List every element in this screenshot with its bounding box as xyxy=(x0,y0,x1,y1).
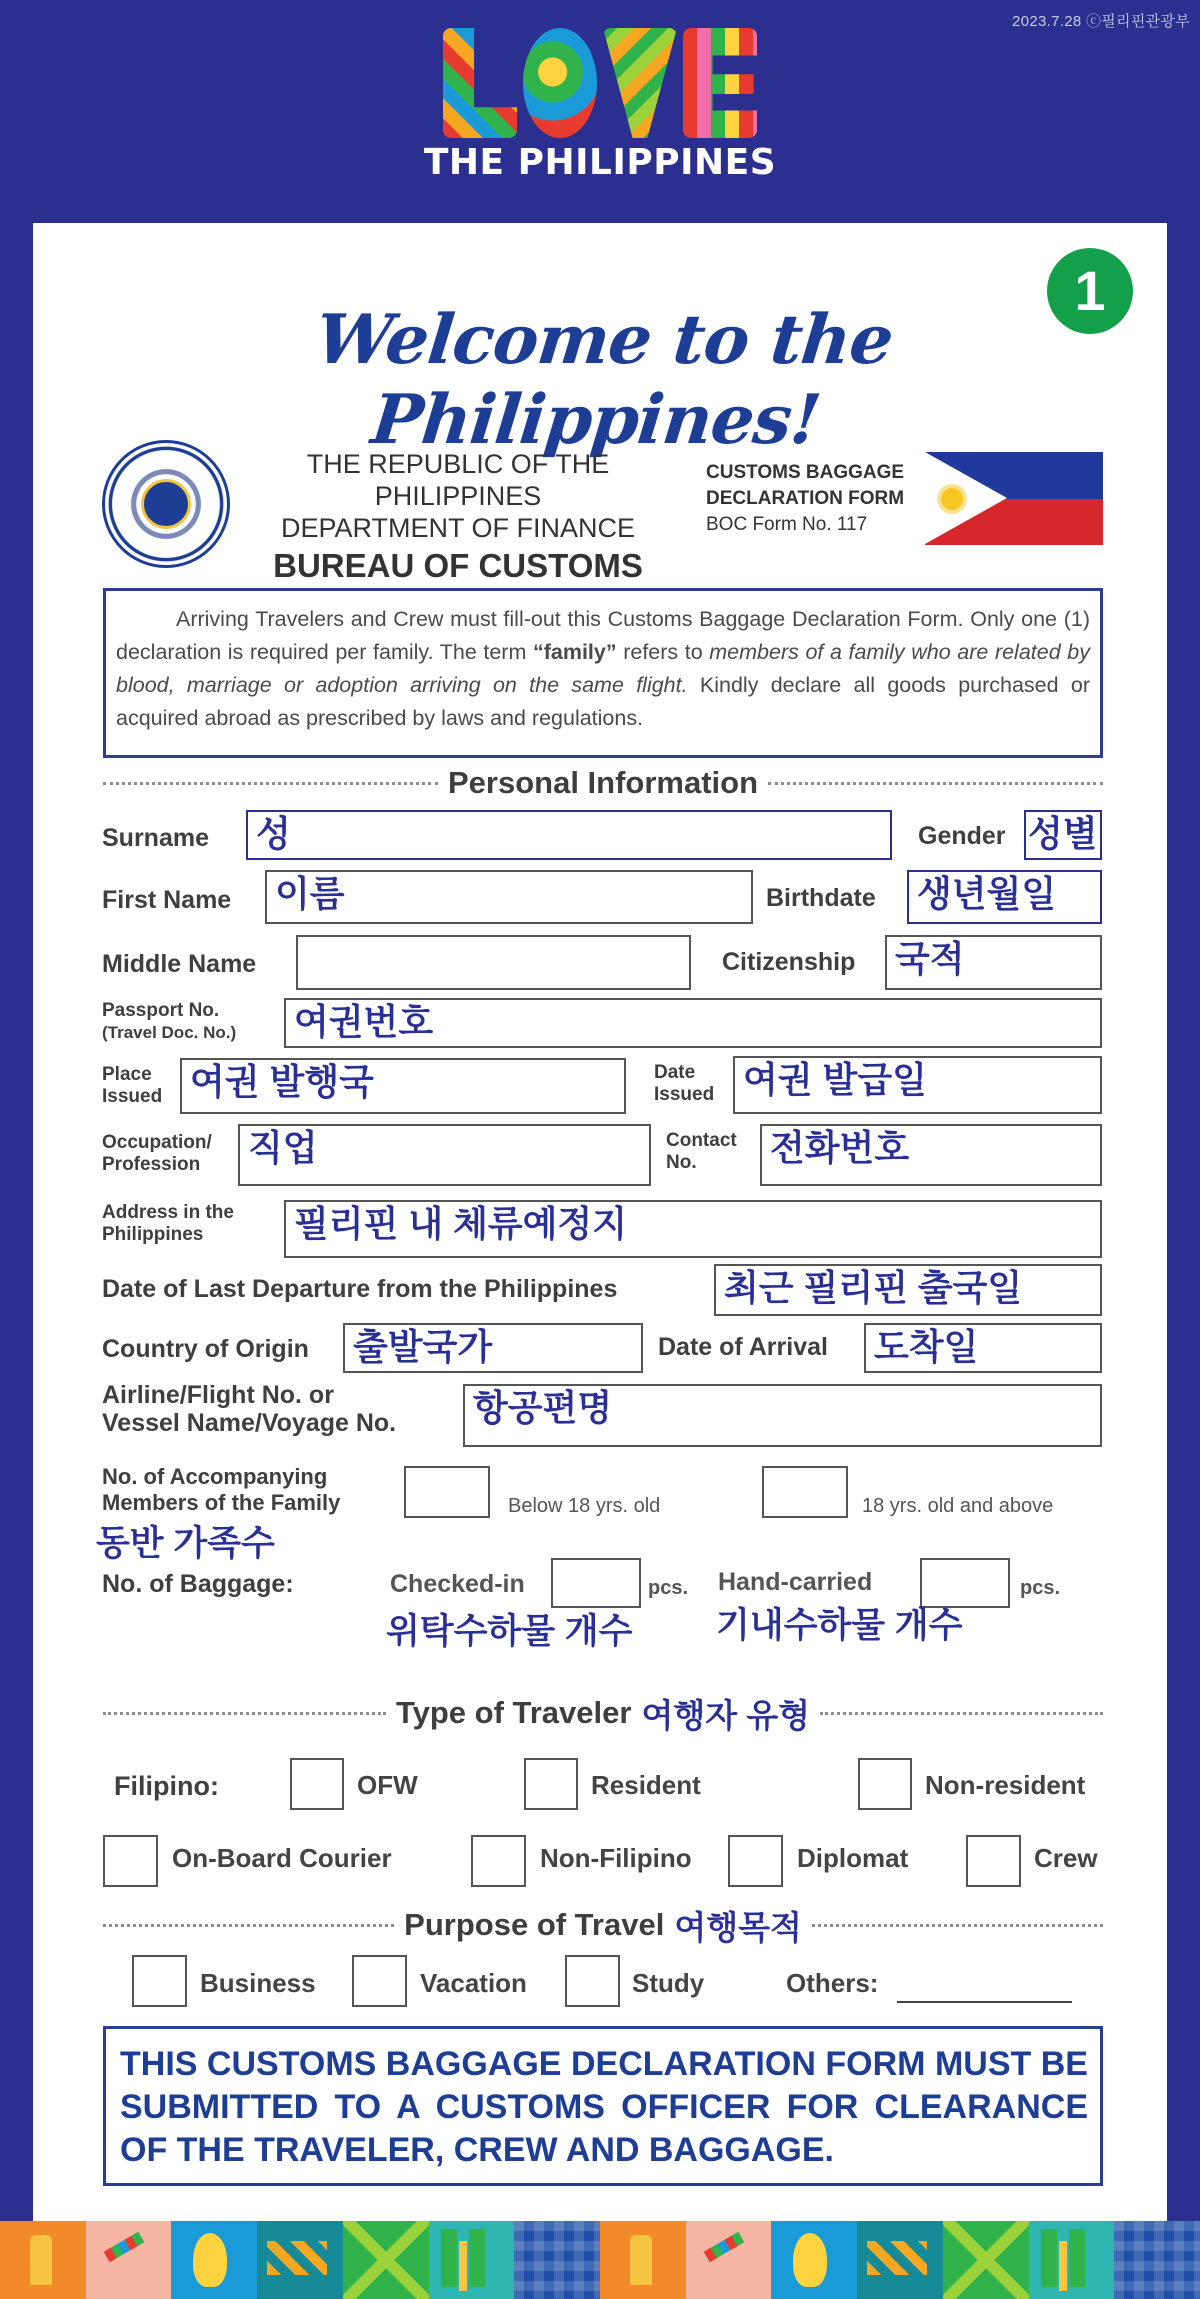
palm-tree-icon xyxy=(429,2221,515,2299)
checked-in-note: 위탁수하물 개수 xyxy=(386,1612,633,1651)
checked-in-pcs: pcs. xyxy=(648,1577,689,1599)
country-of-origin-field[interactable]: 출발국가 xyxy=(343,1323,643,1373)
logo-subtitle: THE PHILIPPINES xyxy=(423,142,777,183)
decorative-pattern-strip xyxy=(0,2221,1200,2299)
ofw-label: OFW xyxy=(357,1770,418,1800)
passport-number-field[interactable]: 여권번호 xyxy=(284,998,1102,1048)
birthdate-label: Birthdate xyxy=(766,884,876,912)
place-issued-label xyxy=(102,1064,162,1108)
philippine-flag-icon xyxy=(925,452,1103,545)
pattern-icon xyxy=(943,2221,1029,2299)
department-seal-icon xyxy=(102,440,230,568)
logo-letter-l xyxy=(443,28,517,138)
section-note: 여행목적 xyxy=(674,1908,802,1946)
intro-text-2: refers to xyxy=(616,640,710,664)
welcome-title: Welcome to the Philippines! xyxy=(311,300,897,460)
place-issued-label-line2: Issued xyxy=(102,1086,163,1107)
resident-checkbox[interactable] xyxy=(524,1758,578,1810)
passport-label xyxy=(102,1000,236,1044)
non-resident-checkbox[interactable] xyxy=(858,1758,912,1810)
business-label: Business xyxy=(200,1968,316,1998)
mask-icon xyxy=(171,2221,257,2299)
hand-carried-count-box[interactable] xyxy=(920,1558,1010,1608)
study-label: Study xyxy=(632,1968,705,1998)
love-word xyxy=(420,28,780,138)
above-18-label: 18 yrs. old and above xyxy=(862,1495,1054,1517)
section-type-of-traveler xyxy=(103,1695,1103,1734)
on-board-courier-checkbox[interactable] xyxy=(103,1835,158,1887)
hand-carried-pcs: pcs. xyxy=(1020,1577,1061,1599)
date-issued-label-line1: Date xyxy=(654,1062,696,1083)
non-filipino-label: Non-Filipino xyxy=(540,1843,692,1873)
crew-label: Crew xyxy=(1034,1843,1098,1873)
address-label xyxy=(102,1202,234,1246)
palm-tree-icon xyxy=(1029,2221,1115,2299)
intro-family-term: “family” xyxy=(532,640,617,664)
birthdate-field[interactable]: 생년월일 xyxy=(907,870,1102,924)
form-number: BOC Form No. 117 xyxy=(706,514,868,535)
seal-center xyxy=(141,479,191,529)
credit-text: 2023.7.28 ⓒ필리핀관광부 xyxy=(1012,13,1190,30)
others-label: Others: xyxy=(786,1968,879,1998)
country-of-origin-label: Country of Origin xyxy=(102,1335,309,1363)
resident-label: Resident xyxy=(591,1770,701,1800)
love-the-philippines-logo xyxy=(420,28,780,188)
vacation-checkbox[interactable] xyxy=(352,1955,407,2007)
hand-carried-note: 기내수하물 개수 xyxy=(716,1606,963,1645)
section-title: Personal Information xyxy=(447,765,759,800)
last-departure-field[interactable]: 최근 필리핀 출국일 xyxy=(714,1264,1102,1316)
above-18-count-box[interactable] xyxy=(762,1466,848,1518)
tile-pattern-icon xyxy=(1114,2221,1200,2299)
others-input-line[interactable] xyxy=(897,2001,1072,2003)
occupation-field[interactable]: 직업 xyxy=(238,1124,651,1186)
ofw-checkbox[interactable] xyxy=(290,1758,344,1810)
checked-in-label: Checked-in xyxy=(390,1570,525,1598)
intro-family-definition: members of a family who are related by blood, marriage or adoption arriving on the same flight. xyxy=(116,640,1090,697)
contact-label xyxy=(666,1130,737,1174)
below-18-label: Below 18 yrs. old xyxy=(508,1495,661,1517)
intro-text-1: Arriving Travelers and Crew must fill-out this Customs Baggage Declaration Form. Only one (1) declaration is required per family. The term xyxy=(116,607,1090,664)
section-personal-information xyxy=(103,766,1103,800)
accompanying-note: 동반 가족수 xyxy=(96,1524,275,1563)
non-resident-label: Non-resident xyxy=(925,1770,1086,1800)
form-name-line2: DECLARATION FORM xyxy=(706,488,905,509)
address-label-line1: Address in the xyxy=(102,1202,234,1223)
date-of-arrival-field[interactable]: 도착일 xyxy=(864,1323,1102,1373)
section-note: 여행자 유형 xyxy=(641,1696,811,1734)
flight-label-line1: Airline/Flight No. or xyxy=(102,1381,334,1409)
first-name-field[interactable]: 이름 xyxy=(265,870,753,924)
address-field[interactable]: 필리핀 내 체류예정지 xyxy=(284,1200,1102,1258)
occupation-label-line1: Occupation/ xyxy=(102,1132,212,1153)
accompanying-label-line2: Members of the Family xyxy=(102,1490,341,1515)
accompanying-label-line1: No. of Accompanying xyxy=(102,1464,328,1489)
form-identifier xyxy=(706,460,904,538)
occupation-label xyxy=(102,1132,212,1176)
date-issued-label-line2: Issued xyxy=(654,1084,715,1105)
fish-icon xyxy=(857,2221,943,2299)
non-filipino-checkbox[interactable] xyxy=(471,1835,526,1887)
fish-icon xyxy=(257,2221,343,2299)
baggage-label: No. of Baggage: xyxy=(102,1570,294,1598)
step-number-badge: 1 xyxy=(1047,248,1133,334)
church-icon xyxy=(600,2221,686,2299)
surname-label: Surname xyxy=(102,824,209,852)
logo-letter-v xyxy=(603,28,677,138)
checked-in-count-box[interactable] xyxy=(551,1558,641,1608)
pattern-icon xyxy=(343,2221,429,2299)
mask-icon xyxy=(771,2221,857,2299)
section-purpose-of-travel xyxy=(103,1907,1103,1946)
gender-field[interactable]: 성별 xyxy=(1024,810,1102,860)
accompanying-label xyxy=(102,1464,340,1516)
intro-text-3: Kindly declare all goods purchased or acquired abroad as prescribed by laws and regulations. xyxy=(116,673,1090,730)
place-issued-label-line1: Place xyxy=(102,1064,152,1085)
intro-notice xyxy=(103,588,1103,758)
section-title: Purpose of Travel xyxy=(404,1907,665,1942)
citizenship-label: Citizenship xyxy=(722,948,856,976)
date-issued-label xyxy=(654,1062,714,1106)
filipino-label: Filipino: xyxy=(114,1771,219,1801)
contact-label-line2: No. xyxy=(666,1152,697,1173)
jeepney-icon xyxy=(86,2221,172,2299)
logo-letter-o xyxy=(523,28,597,138)
crew-checkbox[interactable] xyxy=(966,1835,1021,1887)
date-issued-field[interactable]: 여권 발급일 xyxy=(733,1056,1102,1114)
tile-pattern-icon xyxy=(514,2221,600,2299)
date-of-arrival-label: Date of Arrival xyxy=(658,1333,828,1361)
study-checkbox[interactable] xyxy=(565,1955,620,2007)
first-name-label: First Name xyxy=(102,886,232,914)
below-18-count-box[interactable] xyxy=(404,1466,490,1518)
submission-notice: THIS CUSTOMS BAGGAGE DECLARATION FORM MUST BE SUBMITTED TO A CUSTOMS OFFICER FOR CLEARANCE OF THE TRAVELER, CREW AND BAGGAGE. xyxy=(103,2026,1103,2186)
church-icon xyxy=(0,2221,86,2299)
middle-name-field[interactable] xyxy=(296,935,691,990)
vacation-label: Vacation xyxy=(420,1968,527,1998)
diplomat-checkbox[interactable] xyxy=(728,1835,783,1887)
gov-line-department: DEPARTMENT OF FINANCE xyxy=(280,513,636,543)
logo-letter-e xyxy=(683,28,757,138)
surname-field[interactable]: 성 xyxy=(246,810,892,860)
occupation-label-line2: Profession xyxy=(102,1154,201,1175)
passport-label-line2: (Travel Doc. No.) xyxy=(102,1023,237,1042)
flight-label xyxy=(102,1381,396,1437)
flight-number-field[interactable]: 항공편명 xyxy=(463,1384,1102,1447)
form-name-line1: CUSTOMS BAGGAGE xyxy=(706,462,905,483)
middle-name-label: Middle Name xyxy=(102,950,257,978)
section-title: Type of Traveler xyxy=(395,1695,632,1730)
address-label-line2: Philippines xyxy=(102,1224,204,1245)
gender-label: Gender xyxy=(918,822,1006,850)
on-board-courier-label: On-Board Courier xyxy=(172,1843,392,1873)
hand-carried-label: Hand-carried xyxy=(718,1568,873,1596)
contact-label-line1: Contact xyxy=(666,1130,737,1151)
government-header xyxy=(228,448,688,588)
passport-label-line1: Passport No. xyxy=(102,1000,220,1021)
flight-label-line2: Vessel Name/Voyage No. xyxy=(102,1409,397,1437)
gov-line-bureau: BUREAU OF CUSTOMS xyxy=(273,547,643,584)
place-issued-field[interactable]: 여권 발행국 xyxy=(180,1058,626,1114)
business-checkbox[interactable] xyxy=(132,1955,187,2007)
jeepney-icon xyxy=(686,2221,772,2299)
gov-line-republic: THE REPUBLIC OF THE PHILIPPINES xyxy=(306,449,610,511)
contact-number-field[interactable]: 전화번호 xyxy=(760,1124,1102,1186)
citizenship-field[interactable]: 국적 xyxy=(885,935,1102,990)
diplomat-label: Diplomat xyxy=(797,1843,909,1873)
last-departure-label: Date of Last Departure from the Philippines xyxy=(102,1275,618,1303)
